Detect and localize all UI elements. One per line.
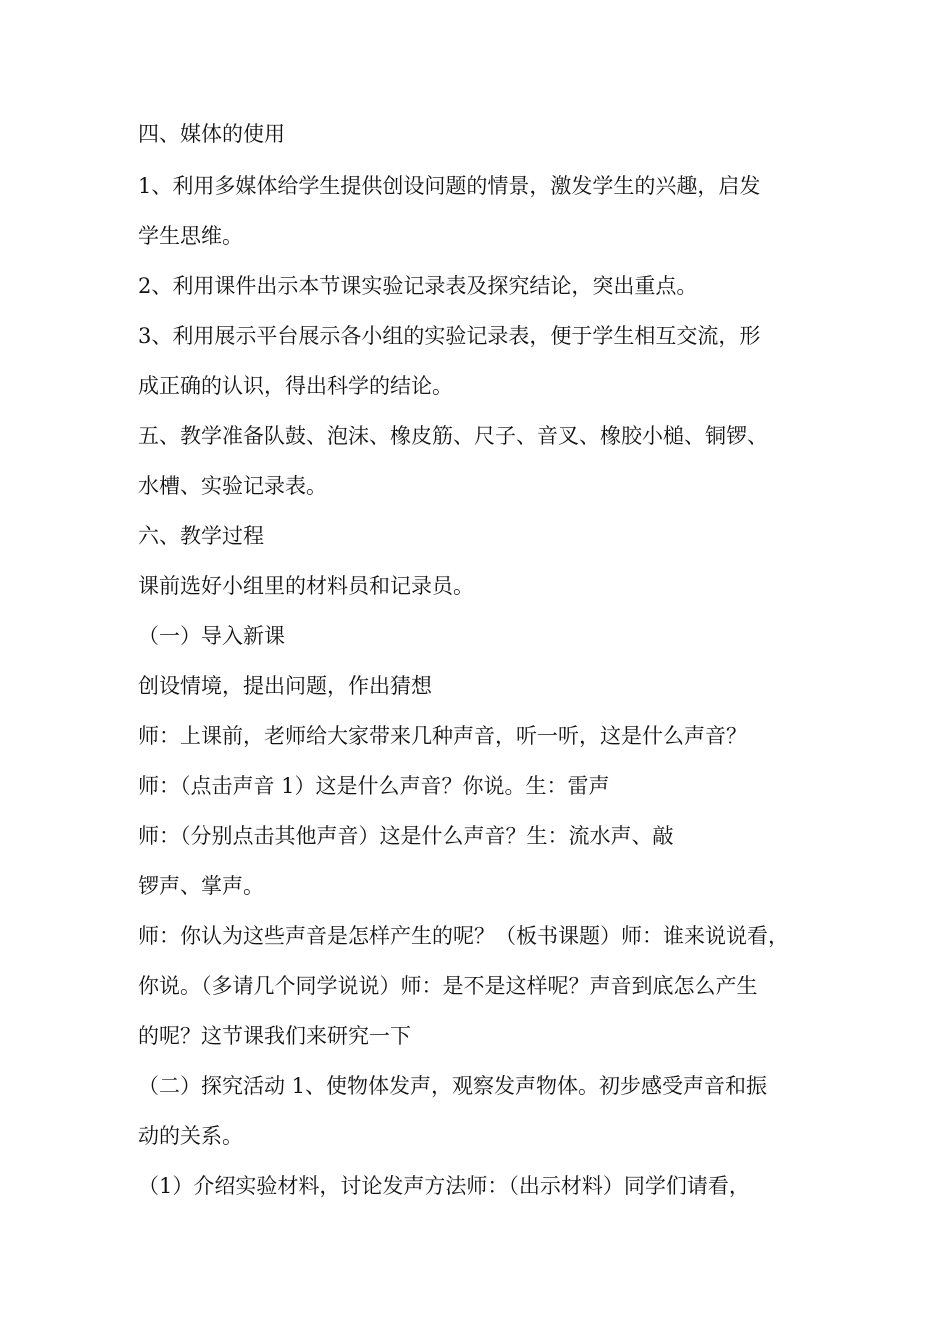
activity-1-step-1: （1）介绍实验材料，讨论发声方法师：（出示材料）同学们请看， — [138, 1174, 750, 1198]
activity-1-line-2: 动的关系。 — [138, 1124, 243, 1148]
teacher-line-2: 师：（点击声音 1）这是什么声音？你说。生：雷声 — [138, 774, 610, 798]
teacher-line-1: 师：上课前，老师给大家带来几种声音，听一听，这是什么声音？ — [138, 724, 747, 748]
media-item-3-line-2: 成正确的认识，得出科学的结论。 — [138, 374, 453, 398]
teacher-line-4-end: 的呢？这节课我们来研究一下 — [138, 1024, 411, 1048]
media-item-1-line-2: 学生思维。 — [138, 224, 243, 248]
subheading-intro: （一）导入新课 — [138, 624, 285, 648]
media-item-2: 2、利用课件出示本节课实验记录表及探究结论，突出重点。 — [138, 274, 698, 298]
preparation-line-2: 水槽、实验记录表。 — [138, 474, 327, 498]
heading-media-use: 四、媒体的使用 — [138, 122, 285, 146]
preparation-line-1: 五、教学准备队鼓、泡沫、橡皮筋、尺子、音叉、橡胶小槌、铜锣、 — [138, 424, 768, 448]
intro-summary: 创设情境，提出问题，作出猜想 — [138, 674, 432, 698]
pre-class-note: 课前选好小组里的材料员和记录员。 — [138, 574, 474, 598]
teacher-line-4: 师：你认为这些声音是怎样产生的呢？（板书课题）师：谁来说说看， — [138, 924, 789, 948]
teacher-line-3: 师：（分别点击其他声音）这是什么声音？生：流水声、敲 — [138, 824, 674, 848]
activity-1-line-1: （二）探究活动 1、使物体发声，观察发声物体。初步感受声音和振 — [138, 1074, 768, 1098]
heading-teaching-process: 六、教学过程 — [138, 524, 264, 548]
media-item-3-line-1: 3、利用展示平台展示各小组的实验记录表，便于学生相互交流，形 — [138, 324, 761, 348]
teacher-line-3-continued: 锣声、掌声。 — [138, 874, 264, 898]
teacher-line-4-continued: 你说。（多请几个同学说说）师：是不是这样呢？声音到底怎么产生 — [138, 974, 758, 998]
media-item-1-line-1: 1、利用多媒体给学生提供创设问题的情景，激发学生的兴趣，启发 — [138, 174, 761, 198]
